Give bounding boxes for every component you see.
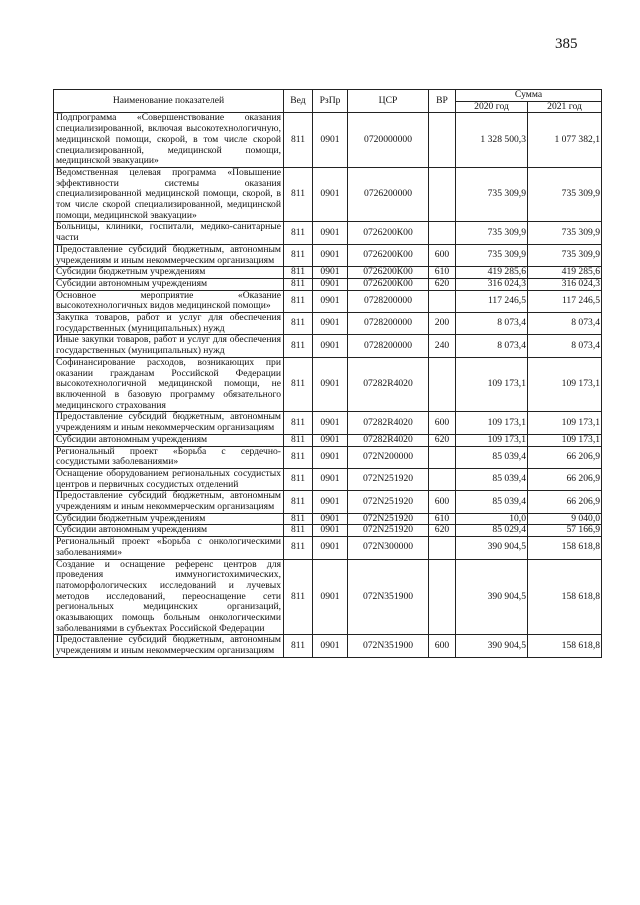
- header-2021: 2021 год: [528, 101, 602, 113]
- table-row: [54, 513, 602, 525]
- row-sum-2021: 158 618,8: [528, 635, 602, 657]
- row-csr: 0726200К00: [348, 267, 429, 279]
- row-vr: [429, 446, 456, 468]
- row-csr: 072N351900: [348, 559, 429, 635]
- header-csr: ЦСР: [348, 90, 429, 113]
- header-vr: ВР: [429, 90, 456, 113]
- row-rzpr: 0901: [313, 525, 348, 537]
- table-row: [54, 525, 602, 537]
- row-sum-2021: 735 309,9: [528, 222, 602, 244]
- row-sum-2021: 109 173,1: [528, 412, 602, 434]
- row-rzpr: 0901: [313, 635, 348, 657]
- row-ved: 811: [284, 290, 313, 312]
- row-name: Субсидии бюджетным учреждениям: [54, 267, 284, 279]
- row-vr: 620: [429, 434, 456, 446]
- table-row: [54, 446, 602, 468]
- row-rzpr: 0901: [313, 290, 348, 312]
- row-ved: 811: [284, 357, 313, 412]
- header-sum: Сумма: [456, 90, 602, 102]
- row-csr: 072N251920: [348, 525, 429, 537]
- row-sum-2021: 419 285,6: [528, 267, 602, 279]
- row-rzpr: 0901: [313, 434, 348, 446]
- row-name: Основное мероприятие «Оказание высокотехнологичных видов медицинской помощи»: [54, 290, 284, 312]
- row-csr: 0728200000: [348, 335, 429, 357]
- row-csr: 072N300000: [348, 537, 429, 559]
- table-row: [54, 167, 602, 222]
- row-sum-2020: 735 309,9: [456, 222, 528, 244]
- row-csr: 0726200К00: [348, 222, 429, 244]
- row-vr: [429, 537, 456, 559]
- row-csr: 072N351900: [348, 635, 429, 657]
- row-sum-2021: 735 309,9: [528, 244, 602, 266]
- row-csr: 072N251920: [348, 491, 429, 513]
- row-vr: 600: [429, 412, 456, 434]
- row-rzpr: 0901: [313, 357, 348, 412]
- table-row: [54, 434, 602, 446]
- header-name: Наименование показателей: [54, 90, 284, 113]
- row-vr: 610: [429, 513, 456, 525]
- row-csr: 07282R4020: [348, 412, 429, 434]
- row-csr: 0720000000: [348, 113, 429, 168]
- row-vr: [429, 222, 456, 244]
- table-body: [54, 113, 602, 657]
- row-sum-2021: 8 073,4: [528, 335, 602, 357]
- row-csr: 0726200К00: [348, 244, 429, 266]
- table-row: [54, 244, 602, 266]
- row-sum-2021: 57 166,9: [528, 525, 602, 537]
- table-row: [54, 267, 602, 279]
- row-vr: [429, 290, 456, 312]
- row-sum-2021: 117 246,5: [528, 290, 602, 312]
- row-name: Предоставление субсидий бюджетным, автономным учреждениям и иным некоммерческим организациям: [54, 412, 284, 434]
- row-sum-2021: 9 040,0: [528, 513, 602, 525]
- row-ved: 811: [284, 525, 313, 537]
- row-name: Больницы, клиники, госпитали, медико-санитарные части: [54, 222, 284, 244]
- row-name: Иные закупки товаров, работ и услуг для обеспечения государственных (муниципальных) нужд: [54, 335, 284, 357]
- table-row: [54, 559, 602, 635]
- row-vr: [429, 468, 456, 490]
- row-name: Оснащение оборудованием региональных сосудистых центров и первичных сосудистых отделений: [54, 468, 284, 490]
- row-sum-2020: 390 904,5: [456, 559, 528, 635]
- row-rzpr: 0901: [313, 267, 348, 279]
- row-sum-2021: 158 618,8: [528, 559, 602, 635]
- row-rzpr: 0901: [313, 412, 348, 434]
- row-sum-2020: 419 285,6: [456, 267, 528, 279]
- row-sum-2020: 8 073,4: [456, 335, 528, 357]
- row-csr: 072N251920: [348, 468, 429, 490]
- row-vr: [429, 113, 456, 168]
- row-name: Субсидии бюджетным учреждениям: [54, 513, 284, 525]
- row-sum-2020: 85 039,4: [456, 446, 528, 468]
- row-ved: 811: [284, 412, 313, 434]
- table-row: [54, 357, 602, 412]
- row-sum-2020: 390 904,5: [456, 635, 528, 657]
- row-csr: 07282R4020: [348, 357, 429, 412]
- row-csr: 072N200000: [348, 446, 429, 468]
- row-sum-2021: 66 206,9: [528, 468, 602, 490]
- table-row: [54, 635, 602, 657]
- table-row: [54, 491, 602, 513]
- row-csr: 0728200000: [348, 313, 429, 335]
- table-row: [54, 313, 602, 335]
- row-ved: 811: [284, 491, 313, 513]
- row-sum-2021: 8 073,4: [528, 313, 602, 335]
- row-ved: 811: [284, 113, 313, 168]
- row-csr: 07282R4020: [348, 434, 429, 446]
- table-row: [54, 468, 602, 490]
- row-rzpr: 0901: [313, 244, 348, 266]
- row-name: Закупка товаров, работ и услуг для обеспечения государственных (муниципальных) нужд: [54, 313, 284, 335]
- table-row: [54, 335, 602, 357]
- row-name: Ведомственная целевая программа «Повышение эффективности системы оказания специализированной медицинской помощи, скорой, в том числе скорой специализированной, медицинской помощи, медицинской эвакуации»: [54, 167, 284, 222]
- row-name: Субсидии автономным учреждениям: [54, 278, 284, 290]
- row-vr: [429, 357, 456, 412]
- row-name: Субсидии автономным учреждениям: [54, 434, 284, 446]
- row-sum-2020: 85 039,4: [456, 468, 528, 490]
- row-vr: 610: [429, 267, 456, 279]
- row-ved: 811: [284, 537, 313, 559]
- row-ved: 811: [284, 278, 313, 290]
- row-rzpr: 0901: [313, 537, 348, 559]
- row-vr: 620: [429, 525, 456, 537]
- row-sum-2021: 735 309,9: [528, 167, 602, 222]
- row-name: Предоставление субсидий бюджетным, автономным учреждениям и иным некоммерческим организациям: [54, 244, 284, 266]
- row-name: Региональный проект «Борьба с онкологическими заболеваниями»: [54, 537, 284, 559]
- row-ved: 811: [284, 313, 313, 335]
- row-sum-2020: 85 039,4: [456, 491, 528, 513]
- table-row: [54, 113, 602, 168]
- budget-table: [53, 89, 602, 658]
- row-sum-2020: 109 173,1: [456, 412, 528, 434]
- row-sum-2021: 1 077 382,1: [528, 113, 602, 168]
- row-ved: 811: [284, 434, 313, 446]
- row-name: Софинансирование расходов, возникающих при оказании гражданам Российской Федерации высокотехнологичной медицинской помощи, не включенной в базовую программу обязательного медицинского страхования: [54, 357, 284, 412]
- row-ved: 811: [284, 635, 313, 657]
- row-sum-2020: 10,0: [456, 513, 528, 525]
- row-sum-2020: 735 309,9: [456, 244, 528, 266]
- row-vr: [429, 167, 456, 222]
- row-name: Предоставление субсидий бюджетным, автономным учреждениям и иным некоммерческим организациям: [54, 491, 284, 513]
- row-rzpr: 0901: [313, 313, 348, 335]
- row-name: Предоставление субсидий бюджетным, автономным учреждениям и иным некоммерческим организациям: [54, 635, 284, 657]
- row-sum-2020: 316 024,3: [456, 278, 528, 290]
- row-rzpr: 0901: [313, 446, 348, 468]
- row-vr: 600: [429, 635, 456, 657]
- row-sum-2020: 8 073,4: [456, 313, 528, 335]
- row-name: Подпрограмма «Совершенствование оказания специализированной, включая высокотехнологичную, медицинской помощи, скорой, в том числе скорой специализированной, медицинской помощи, медицинской эвакуации»: [54, 113, 284, 168]
- row-ved: 811: [284, 446, 313, 468]
- row-name: Создание и оснащение референс центров для проведения иммуногистохимических, патоморфологических исследований и лучевых методов исследований, переоснащение сети региональных медицинских организаций, оказывающих помощь больным онкологическими заболеваниями в субъектах Российской Федерации: [54, 559, 284, 635]
- row-rzpr: 0901: [313, 278, 348, 290]
- row-sum-2021: 158 618,8: [528, 537, 602, 559]
- row-vr: 240: [429, 335, 456, 357]
- row-sum-2020: 109 173,1: [456, 434, 528, 446]
- row-csr: 0726200000: [348, 167, 429, 222]
- row-sum-2021: 316 024,3: [528, 278, 602, 290]
- row-sum-2021: 66 206,9: [528, 491, 602, 513]
- row-ved: 811: [284, 167, 313, 222]
- row-sum-2020: 735 309,9: [456, 167, 528, 222]
- row-sum-2021: 66 206,9: [528, 446, 602, 468]
- header-rzpr: РзПр: [313, 90, 348, 113]
- row-rzpr: 0901: [313, 468, 348, 490]
- row-csr: 0728200000: [348, 290, 429, 312]
- row-ved: 811: [284, 513, 313, 525]
- row-csr: 072N251920: [348, 513, 429, 525]
- row-rzpr: 0901: [313, 559, 348, 635]
- row-ved: 811: [284, 222, 313, 244]
- table-row: [54, 290, 602, 312]
- row-vr: 600: [429, 244, 456, 266]
- row-rzpr: 0901: [313, 491, 348, 513]
- row-ved: 811: [284, 244, 313, 266]
- header-ved: Вед: [284, 90, 313, 113]
- row-ved: 811: [284, 335, 313, 357]
- row-name: Региональный проект «Борьба с сердечно-сосудистыми заболеваниями»: [54, 446, 284, 468]
- row-sum-2021: 109 173,1: [528, 357, 602, 412]
- table-row: [54, 412, 602, 434]
- page-number: 385: [555, 36, 578, 52]
- row-sum-2020: 117 246,5: [456, 290, 528, 312]
- row-rzpr: 0901: [313, 513, 348, 525]
- row-sum-2021: 109 173,1: [528, 434, 602, 446]
- table-row: [54, 278, 602, 290]
- row-vr: 600: [429, 491, 456, 513]
- row-ved: 811: [284, 559, 313, 635]
- row-rzpr: 0901: [313, 335, 348, 357]
- row-csr: 0726200К00: [348, 278, 429, 290]
- row-vr: 200: [429, 313, 456, 335]
- row-name: Субсидии автономным учреждениям: [54, 525, 284, 537]
- row-rzpr: 0901: [313, 222, 348, 244]
- row-ved: 811: [284, 267, 313, 279]
- table-row: [54, 222, 602, 244]
- header-2020: 2020 год: [456, 101, 528, 113]
- row-ved: 811: [284, 468, 313, 490]
- row-sum-2020: 109 173,1: [456, 357, 528, 412]
- row-vr: 620: [429, 278, 456, 290]
- row-sum-2020: 85 029,4: [456, 525, 528, 537]
- row-rzpr: 0901: [313, 167, 348, 222]
- row-sum-2020: 1 328 500,3: [456, 113, 528, 168]
- table-row: [54, 537, 602, 559]
- row-vr: [429, 559, 456, 635]
- row-sum-2020: 390 904,5: [456, 537, 528, 559]
- row-rzpr: 0901: [313, 113, 348, 168]
